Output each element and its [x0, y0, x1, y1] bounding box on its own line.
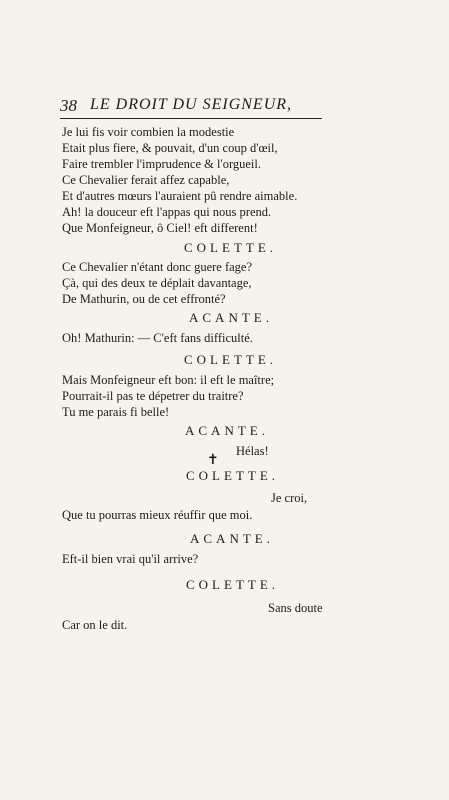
running-title: LE DROIT DU SEIGNEUR,: [90, 96, 293, 113]
verse-line: Ce Chevalier n'étant donc guere fage?: [62, 260, 253, 274]
verse-line: Eft-il bien vrai qu'il arrive?: [62, 552, 199, 566]
verse-line: Oh! Mathurin: — C'eft fans difficulté.: [62, 331, 253, 345]
verse-line: Faire trembler l'imprudence & l'orgueil.: [62, 157, 262, 171]
verse-line: Que Monfeigneur, ô Ciel! eft different!: [62, 221, 258, 235]
speaker-name: ACANTE.: [190, 531, 274, 546]
verse-line: Sans doute: [268, 601, 323, 615]
verse-line: Et d'autres mœurs l'auraient pû rendre aimable.: [62, 189, 298, 203]
verse-line: Etait plus fiere, & pouvait, d'un coup d'œil,: [62, 141, 278, 155]
verse-line: Tu me parais fi belle!: [62, 405, 170, 419]
page-header: [60, 96, 322, 119]
speaker-name: ACANTE.: [189, 310, 273, 325]
speaker-name: COLETTE.: [184, 240, 278, 255]
verse-line: Je croi,: [271, 491, 308, 505]
speaker-name: ACANTE.: [185, 423, 269, 438]
verse-line: Que tu pourras mieux réuffir que moi.: [62, 508, 253, 522]
verse-line: Ah! la douceur eft l'appas qui nous prend.: [62, 205, 272, 219]
verse-line: De Mathurin, ou de cet effronté?: [62, 292, 226, 306]
dagger-mark-icon: ✝: [207, 453, 219, 468]
verse-line: Çà, qui des deux te déplait davantage,: [62, 276, 252, 290]
speaker-name: COLETTE.: [186, 468, 280, 483]
speaker-name: COLETTE.: [184, 352, 278, 367]
verse-line: Car on le dit.: [62, 618, 128, 632]
verse-line: Ce Chevalier ferait affez capable,: [62, 173, 230, 187]
verse-line: Mais Monfeigneur eft bon: il eft le maître;: [62, 373, 275, 387]
verse-line: Hélas!: [236, 444, 269, 458]
page-number: 38: [60, 96, 77, 115]
speaker-name: COLETTE.: [186, 577, 280, 592]
verse-line: Je lui fis voir combien la modestie: [62, 125, 235, 139]
verse-line: Pourrait-il pas te dépetrer du traitre?: [62, 389, 244, 403]
